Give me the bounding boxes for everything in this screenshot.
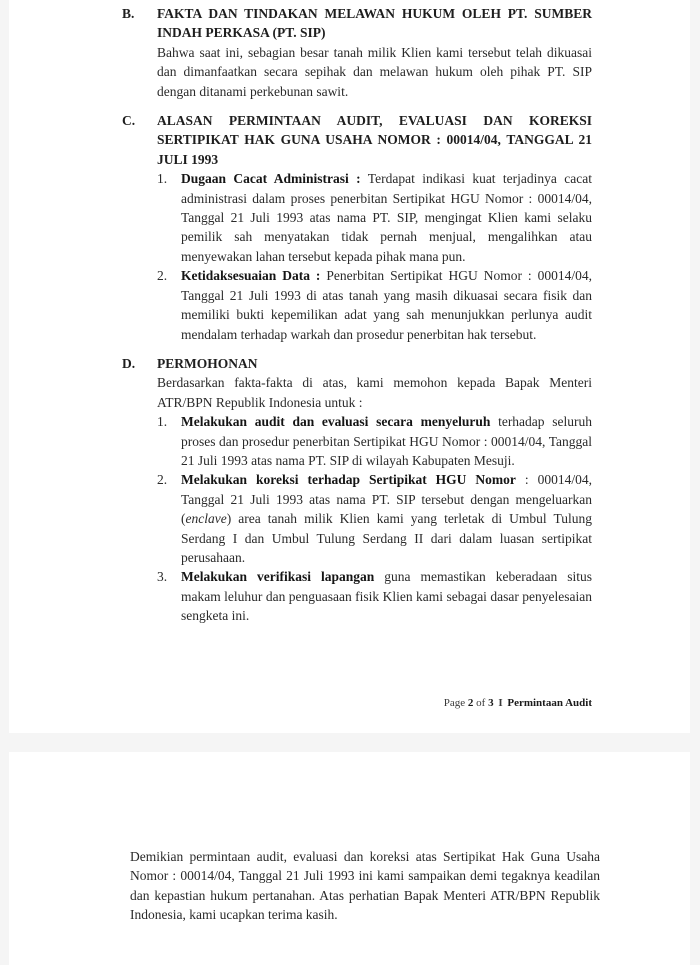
list-item-lead: Melakukan verifikasi lapangan [181,569,375,585]
section-b-heading [122,4,592,43]
list-item-text [181,266,592,344]
list-item-body-end: ) area tanah milik Klien kami yang terletak di Umbul Tulung Serdang I dan Umbul Tulung Serdang II dari dalam luasan sertipikat perusahaan. [181,511,592,565]
list-number: 2. [157,472,168,488]
list-item-text [181,169,592,266]
list-item-body: terhadap seluruh proses dan prosedur penerbitan Sertipikat HGU Nomor : 00014/04, Tanggal 21 Juli 1993 atas nama PT. SIP di wilayah Kabupaten Mesuji. [181,414,592,468]
list-item [157,169,592,266]
list-item-lead: Melakukan audit dan evaluasi secara menyeluruh [181,414,491,430]
section-letter: C. [122,113,136,129]
list-item-lead: Melakukan koreksi terhadap Sertipikat HGU Nomor [181,472,516,488]
page-footer-row [122,692,592,711]
section-letter: D. [122,355,136,371]
section-c [122,111,592,344]
footer-total-pages: 3 [488,696,494,709]
list-item-lead: Ketidaksesuaian Data : [181,268,321,284]
list-number: 3. [157,569,168,585]
footer-of-word: of [476,696,486,709]
list-item-italic: enclave [185,511,227,527]
list-item-body: Penerbitan Sertipikat HGU Nomor : 00014/04, Tanggal 21 Juli 1993 di atas tanah yang masih dikuasai secara fisik dan memiliki bukti kepemilikan adat yang sah menunjukkan perlunya audit mendalam terhadap warkah dan prosedur penerbitan hak tersebut. [181,268,592,342]
list-item-text [181,470,592,567]
section-d-intro: Berdasarkan fakta-fakta di atas, kami memohon kepada Bapak Menteri ATR/BPN Republik Indonesia untuk : [157,375,592,410]
section-c-list [157,169,592,344]
list-item [157,567,592,625]
section-title: ALASAN PERMINTAAN AUDIT, EVALUASI DAN KOREKSI SERTIPIKAT HAK GUNA USAHA NOMOR : 00014/04, TANGGAL 21 JULI 1993 [157,113,592,167]
section-d-list [157,412,592,625]
list-item-text [181,412,592,470]
list-item [157,470,592,567]
section-d [122,354,592,626]
list-number: 1. [157,414,168,430]
section-b [122,4,592,101]
section-b-body: Bahwa saat ini, sebagian besar tanah milik Klien kami tersebut telah dikuasai dan dimanfaatkan secara sepihak dan melawan hukum oleh pihak PT. SIP dengan ditanami perkebunan sawit. [157,44,592,99]
section-d-heading [122,354,592,373]
list-number: 2. [157,268,168,284]
list-item-lead: Dugaan Cacat Administrasi : [181,171,361,187]
list-item [157,412,592,470]
section-title: FAKTA DAN TINDAKAN MELAWAN HUKUM OLEH PT. SUMBER INDAH PERKASA (PT. SIP) [157,6,592,41]
list-item [157,266,592,344]
footer-page-word: Page [443,696,466,709]
footer-doc-label: Permintaan Audit [507,696,592,709]
list-item-body: Terdapat indikasi kuat terjadinya cacat administrasi dalam proses penerbitan Sertipikat HGU Nomor : 00014/04, Tanggal 21 Juli 1993 atas nama PT. SIP, mengingat Klien kami selaku pemilik sah menyatakan tidak pernah menjual, mengalihkan atau menyewakan lahan tersebut kepada pihak mana pun. [181,171,593,264]
section-title: PERMOHONAN [157,355,258,371]
list-item-text [181,567,592,625]
footer-current-page: 2 [467,696,474,709]
page-footer [444,696,592,710]
list-item-body: : 00014/04, Tanggal 21 Juli 1993 atas nama PT. SIP tersebut dengan mengeluarkan ( [181,472,592,527]
list-number: 1. [157,171,168,187]
page-3 [9,752,690,965]
page-2 [9,0,690,733]
section-c-heading [122,111,592,169]
closing-paragraph: Demikian permintaan audit, evaluasi dan koreksi atas Sertipikat Hak Guna Usaha Nomor : 00014/04, Tanggal 21 Juli 1993 ini kami sampaikan demi tegaknya keadilan dan kepastian hukum pertanahan. Atas perhatian Bapak Menteri ATR/BPN Republik Indonesia, kami ucapkan terima kasih. [130,849,600,923]
list-item-body: guna memastikan keberadaan situs makam leluhur dan penguasaan fisik Klien kami sebagai dasar penyelesaian sengketa ini. [181,569,592,624]
section-letter: B. [122,6,135,21]
footer-separator: I [498,696,503,709]
